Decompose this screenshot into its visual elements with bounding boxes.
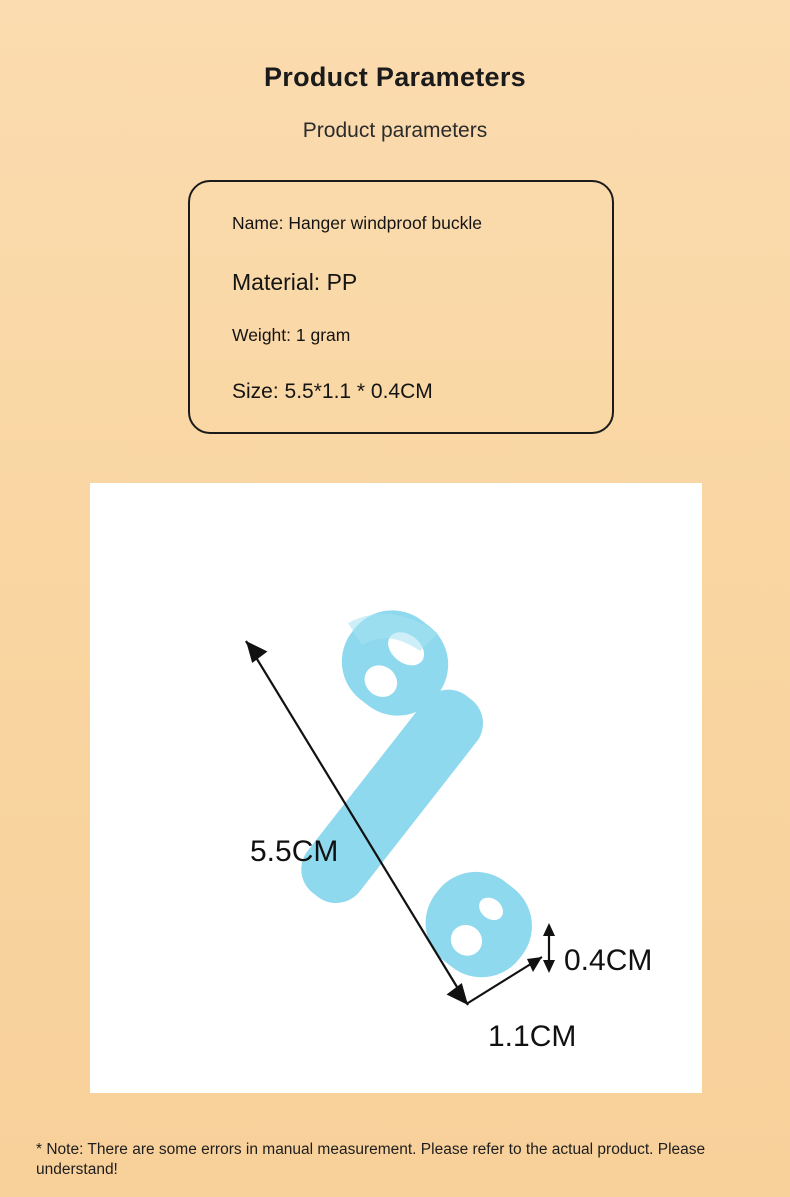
page-title: Product Parameters: [263, 62, 526, 92]
length-label: 5.5CM: [250, 835, 339, 868]
product-photo: [90, 483, 702, 1093]
thickness-label: 0.4CM: [564, 944, 653, 977]
spec-size: Size: 5.5*1.1 * 0.4CM: [232, 380, 433, 403]
measurement-note: * Note: There are some errors in manual measurement. Please refer to the actual product. Please understand!: [36, 1141, 706, 1178]
spec-name: Name: Hanger windproof buckle: [232, 213, 482, 233]
spec-weight: Weight: 1 gram: [232, 325, 351, 345]
specifications-box: [188, 180, 614, 434]
width-label: 1.1CM: [488, 1020, 577, 1053]
page-subtitle: Product parameters: [302, 119, 488, 142]
spec-material: Material: PP: [232, 269, 358, 295]
